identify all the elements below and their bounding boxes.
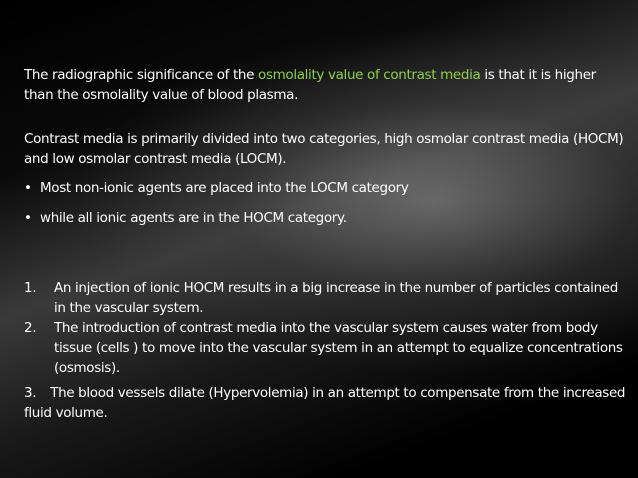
paragraph-osmolality-after: is that it is higher than the osmolality value of blood plasma. (24, 67, 596, 103)
item-number: 1. (24, 280, 37, 296)
paragraph-categories: Contrast media is primarily divided into two categories, high osmolar contrast media (HOCM) and low osmolar contrast media (LOCM). (24, 131, 624, 167)
numbered-item-2 (24, 318, 630, 378)
item-text: An injection of ionic HOCM results in a big increase in the number of particles contained in the vascular system. (54, 280, 618, 316)
bullet-text: Most non-ionic agents are placed into the LOCM category (40, 180, 409, 196)
paragraph-osmolality (24, 65, 628, 105)
paragraph-osmolality-before: The radiographic significance of the (24, 67, 259, 83)
item-text: The blood vessels dilate (Hypervolemia) in an attempt to compensate from the increased fluid volume. (24, 385, 626, 421)
bullet-text: while all ionic agents are in the HOCM category. (40, 210, 347, 226)
item-text: The introduction of contrast media into the vascular system causes water from body tissue (cells ) to move into the vascular system in an attempt to equalize concentrations (osmosis). (54, 320, 623, 376)
osmolality-highlight: osmolality value of contrast media (258, 67, 481, 83)
item-number: 3. (24, 385, 37, 401)
bullet-item-hocm (24, 208, 628, 228)
item-number: 2. (24, 320, 37, 336)
bullet-marker: • (24, 210, 32, 226)
numbered-item-3 (24, 383, 630, 423)
bullet-marker: • (24, 180, 32, 196)
numbered-item-1 (24, 278, 630, 318)
bullet-item-locm (24, 178, 628, 198)
